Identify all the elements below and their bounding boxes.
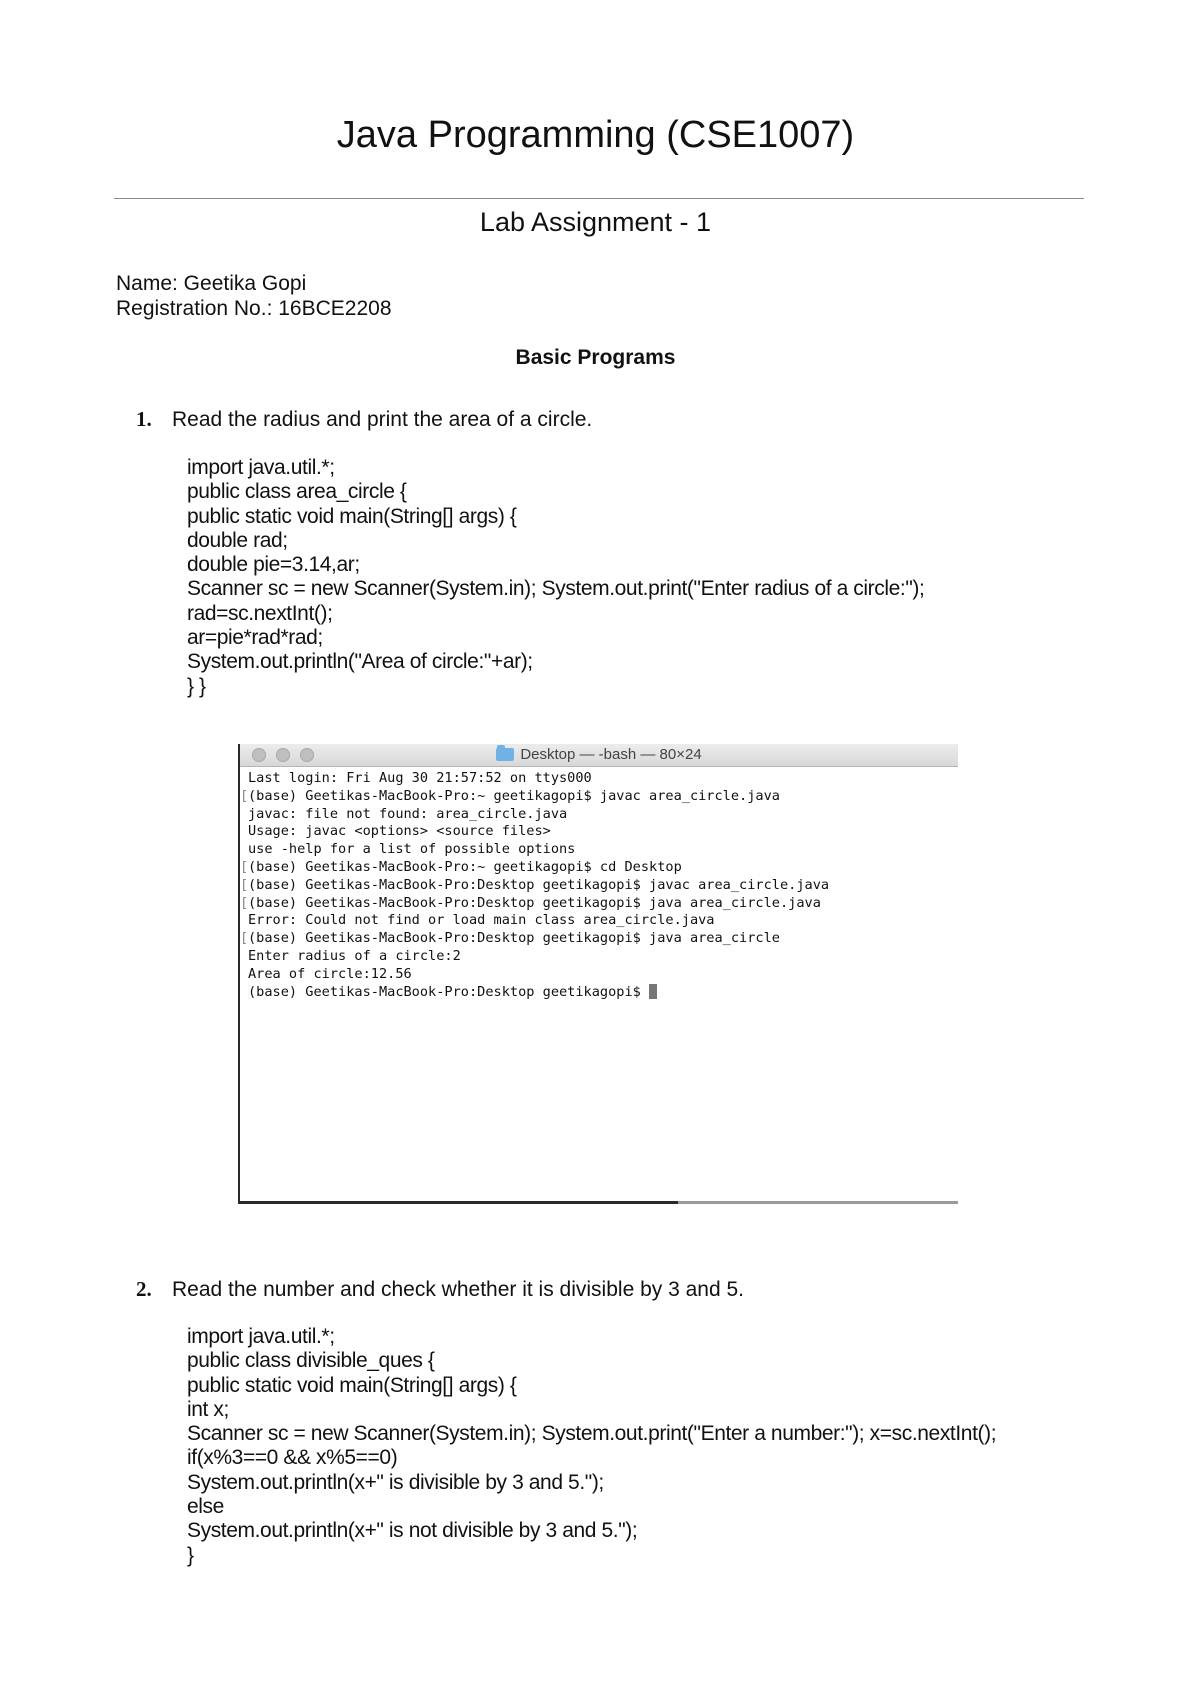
- code-line: public class divisible_ques {: [187, 1349, 435, 1373]
- question-number: 1.: [136, 407, 152, 431]
- section-heading: Basic Programs: [515, 346, 676, 369]
- document-title: Java Programming (CSE1007): [336, 114, 855, 156]
- terminal-line: use -help for a list of possible options: [248, 841, 576, 858]
- terminal-line: javac: file not found: area_circle.java: [248, 805, 568, 822]
- title-divider: [114, 198, 1084, 199]
- terminal-title: [240, 746, 958, 764]
- code-line: System.out.println("Area of circle:"+ar);: [187, 650, 533, 674]
- code-line: System.out.println(x+" is not divisible by 3 and 5.");: [187, 1519, 638, 1543]
- terminal-line: Error: Could not find or load main class area_circle.java: [248, 912, 715, 929]
- terminal-line: Area of circle:12.56: [248, 965, 412, 982]
- code-line: rad=sc.nextInt();: [187, 601, 333, 625]
- terminal-line: [ (base) Geetikas-MacBook-Pro:Desktop geetikagopi$ java area_circle.java: [248, 895, 958, 913]
- question-text: Read the radius and print the area of a circle.: [172, 408, 593, 431]
- terminal-line: [ (base) Geetikas-MacBook-Pro:~ geetikagopi$ javac area_circle.java: [248, 788, 958, 806]
- terminal-line: [ (base) Geetikas-MacBook-Pro:Desktop geetikagopi$ java area_circle: [248, 930, 958, 948]
- terminal-line: Last login: Fri Aug 30 21:57:52 on ttys000: [248, 770, 592, 786]
- question-text: Read the number and check whether it is divisible by 3 and 5.: [172, 1278, 744, 1301]
- student-info: [116, 271, 392, 321]
- code-line: double pie=3.14,ar;: [187, 553, 360, 577]
- terminal-title-text: Desktop — -bash — 80×24: [520, 746, 702, 763]
- document-subtitle: Lab Assignment - 1: [479, 207, 712, 237]
- code-line: public static void main(String[] args) {: [187, 1373, 517, 1397]
- code-line: Scanner sc = new Scanner(System.in); System.out.print("Enter a number:"); x=sc.nextInt();: [187, 1422, 997, 1446]
- student-name: Name: Geetika Gopi: [116, 272, 307, 295]
- code-block-2: [187, 1325, 996, 1568]
- terminal-prompt-line: [248, 984, 958, 1002]
- question-1: [136, 406, 592, 433]
- code-line: import java.util.*;: [187, 456, 335, 479]
- code-line: import java.util.*;: [187, 1325, 335, 1348]
- code-line: public class area_circle {: [187, 480, 407, 504]
- code-line: public static void main(String[] args) {: [187, 504, 517, 528]
- code-line: System.out.println(x+" is divisible by 3 and 5.");: [187, 1470, 604, 1494]
- terminal-line: Usage: javac <options> <source files>: [248, 823, 551, 840]
- terminal-screenshot: [238, 744, 958, 1204]
- registration-number: Registration No.: 16BCE2208: [116, 297, 392, 320]
- terminal-line: [ (base) Geetikas-MacBook-Pro:Desktop geetikagopi$ javac area_circle.java: [248, 877, 958, 895]
- terminal-scrollbar: [678, 1201, 958, 1204]
- terminal-output: [240, 767, 958, 1001]
- terminal-line: Enter radius of a circle:2: [248, 947, 461, 964]
- code-line: } }: [187, 674, 206, 698]
- code-block-1: [187, 456, 924, 699]
- code-line: int x;: [187, 1397, 229, 1421]
- code-line: Scanner sc = new Scanner(System.in); System.out.print("Enter radius of a circle:");: [187, 577, 925, 601]
- question-2: [136, 1276, 744, 1303]
- folder-icon: [496, 748, 514, 761]
- code-line: else: [187, 1495, 224, 1519]
- terminal-cursor: [649, 984, 657, 999]
- terminal-prompt: (base) Geetikas-MacBook-Pro:Desktop geetikagopi$: [248, 983, 650, 1000]
- code-line: double rad;: [187, 528, 288, 552]
- question-number: 2.: [136, 1277, 152, 1301]
- code-line: ar=pie*rad*rad;: [187, 626, 323, 650]
- code-line: if(x%3==0 && x%5==0): [187, 1446, 398, 1470]
- terminal-line: [ (base) Geetikas-MacBook-Pro:~ geetikagopi$ cd Desktop: [248, 859, 958, 877]
- code-line: }: [187, 1543, 194, 1567]
- terminal-titlebar: [240, 744, 958, 767]
